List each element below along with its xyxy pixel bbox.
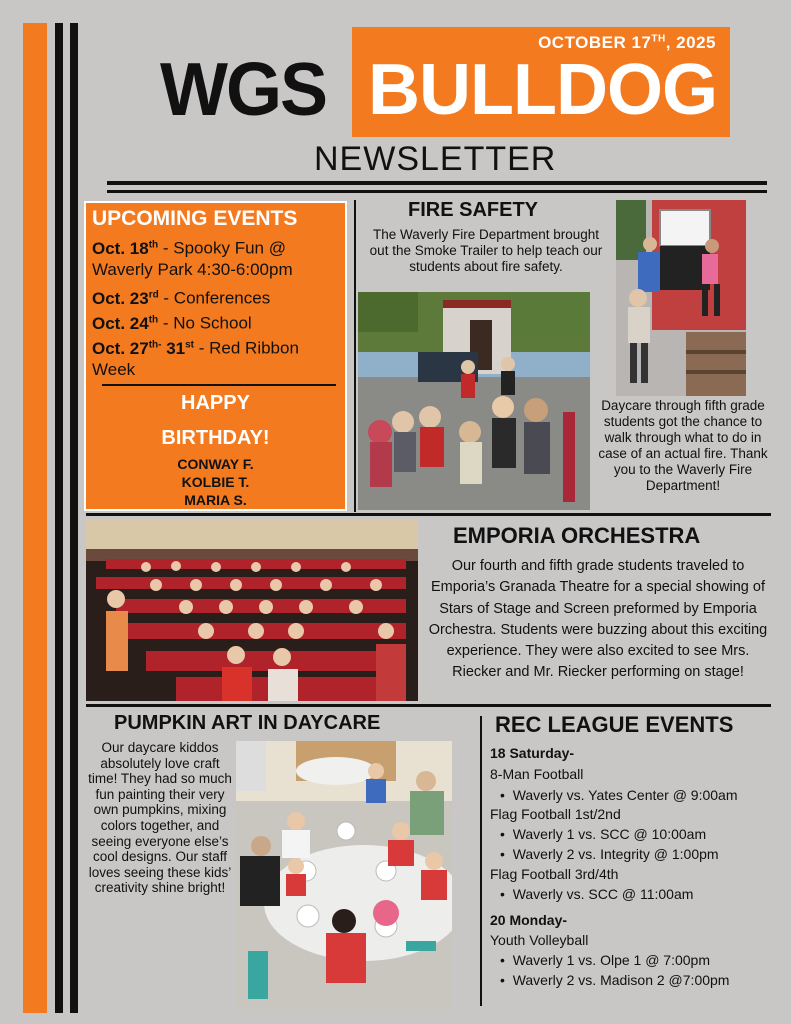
header-rule-thin (107, 190, 767, 193)
left-black-bar-1 (55, 23, 63, 1013)
rec-game: • Waverly vs. Yates Center @ 9:00am (500, 787, 738, 803)
rec-group-name: Youth Volleyball (490, 932, 589, 948)
rec-league-title: REC LEAGUE EVENTS (495, 712, 734, 737)
event-item: Oct. 23rd - Conferences (92, 288, 271, 308)
birthday-name: MARIA S. (184, 492, 247, 508)
event-item: Oct. $27^{th-}$ 31st - Red Ribbon (92, 338, 299, 358)
rec-day-heading: 18 Saturday- (490, 745, 575, 761)
title-bulldog: BULLDOG (368, 50, 717, 130)
section-divider (86, 704, 771, 707)
event-item: Oct. 18th - Spooky Fun @ (92, 238, 286, 258)
subtitle-newsletter: NEWSLETTER (314, 140, 557, 178)
fire-safety-photo-window (616, 200, 746, 396)
upcoming-events-box (84, 201, 347, 511)
fire-safety-text: The Waverly Fire Department brought out the Smoke Trailer to help teach our students about fire safety. (369, 227, 603, 274)
column-divider (480, 716, 482, 1006)
rec-group-name: Flag Football 3rd/4th (490, 866, 619, 882)
birthday-title-line2: BIRTHDAY! (161, 427, 270, 449)
orchestra-photo (86, 519, 418, 701)
fire-safety-photo-trailer (358, 292, 590, 510)
rec-group-name: Flag Football 1st/2nd (490, 806, 621, 822)
pumpkin-text: Our daycare kiddos absolutely love craft time! They had so much fun painting their very own pumpkins, mixing colors together, and seeing everyone else’s cool designs. Our staff loves seeing these kids’ creativity shine bright! (88, 740, 232, 896)
rec-game: • Waverly 2 vs. Madison 2 @7:00pm (500, 972, 730, 988)
birthday-title-line1: HAPPY (181, 392, 250, 414)
section-divider (86, 513, 771, 516)
rec-day-heading: 20 Monday- (490, 912, 568, 928)
pumpkin-title: PUMPKIN ART IN DAYCARE (114, 712, 381, 734)
rec-game: • Waverly vs. SCC @ 11:00am (500, 886, 694, 902)
title-wgs: WGS (160, 48, 326, 132)
column-divider (354, 200, 356, 512)
event-item: Waverly Park 4:30-6:00pm (92, 260, 293, 279)
rec-group-name: 8-Man Football (490, 766, 584, 782)
left-orange-bar (23, 23, 47, 1013)
left-black-bar-2 (70, 23, 78, 1013)
fire-safety-title: FIRE SAFETY (408, 199, 539, 221)
rec-game: • Waverly 1 vs. Olpe 1 @ 7:00pm (500, 952, 711, 968)
issue-date: OCTOBER 17TH, 2025 (538, 33, 716, 52)
birthday-name: KOLBIE T. (181, 474, 250, 490)
header-rule-thick (107, 181, 767, 185)
orchestra-title: EMPORIA ORCHESTRA (453, 523, 701, 548)
fire-safety-caption: Daycare through fifth grade students got the chance to walk through what to do in case of an actual fire. Thank you to the Waverly Fire Department! (598, 398, 768, 493)
upcoming-events-title: UPCOMING EVENTS (92, 207, 298, 230)
event-item: Oct. 24th - No School (92, 313, 252, 333)
rec-game: • Waverly 2 vs. Integrity @ 1:00pm (500, 846, 719, 862)
birthday-name: CONWAY F. (177, 456, 254, 472)
rec-game: • Waverly 1 vs. SCC @ 10:00am (500, 826, 707, 842)
events-divider (102, 384, 336, 386)
event-item: Week (92, 360, 136, 379)
pumpkin-photo (236, 741, 452, 1009)
orchestra-text: Our fourth and fifth grade students traveled to Emporia’s Granada Theatre for a special showing of Stars of Stage and Screen preformed by Emporia Orchestra. Students were buzzing about this exciting experience. They were also excited to see Mrs. Riecker and Mr. Riecker performing on stage! (428, 558, 768, 681)
